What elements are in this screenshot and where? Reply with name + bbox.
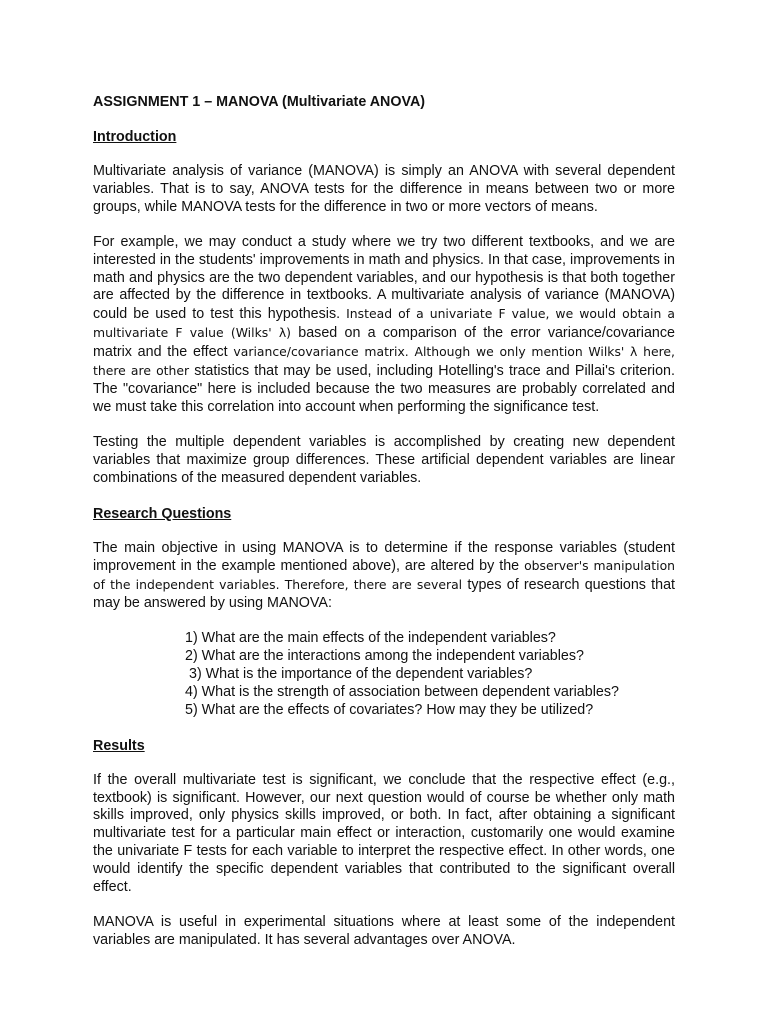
results-paragraph-1: If the overall multivariate test is significant, we conclude that the respective effect (e.g., textbook) is significant. However, our next question would of course be whether only math skills improved, only physics skills improved, or both. In fact, after obtaining a significant multivariate test for a particular main effect or interaction, customarily one would examine the univariate F tests for each variable to interpret the respective effect. In other words, one would identify the specific dependent variables that contributed to the significant overall effect. xyxy=(93,771,675,896)
intro-p2-part-a: For example, we may conduct a study where we try two different textbooks, and we are interested in the students' improvements in math and physics. In that case, improvements in math and physics are the two dependent variables, and our hypothesis is that both together are affected by the difference in textbooks. A multivariate analysis of variance (MANOVA) could be used to test this hypothesis. xyxy=(93,233,675,323)
results-paragraph-2: MANOVA is useful in experimental situations where at least some of the independent variables are manipulated. It has several advantages over ANOVA. xyxy=(93,914,675,948)
research-p-part-b: observer's manipulation of the independent variables. Therefore, there are several xyxy=(93,558,675,593)
intro-p2-part-c: based on a comparison of the error variance/covariance matrix and the effect xyxy=(93,325,675,361)
research-p-part-a: The main objective in using MANOVA is to determine if the response variables (student improvement in the example mentioned above), are altered by the xyxy=(93,539,675,575)
intro-p2-part-e: statistics that may be used, including Hotelling's trace and Pillai's criterion. The "covariance" here is included because the two measures are probably correlated and we must take this correlation into account when performing the significance test. xyxy=(93,363,675,415)
intro-paragraph-3: Testing the multiple dependent variables is accomplished by creating new dependent variables that maximize group differences. These artificial dependent variables are linear combinations of the measured dependent variables. xyxy=(93,433,675,486)
list-item: 1) What are the main effects of the independent variables? xyxy=(185,630,556,647)
results-heading: Results xyxy=(93,737,145,754)
intro-paragraph-2 xyxy=(93,234,675,417)
research-questions-heading: Research Questions xyxy=(93,505,232,522)
list-item: 3) What is the importance of the dependent variables? xyxy=(189,665,533,682)
list-item: 4) What is the strength of association between dependent variables? xyxy=(185,683,619,700)
list-item: 5) What are the effects of covariates? How may they be utilized? xyxy=(185,701,594,718)
research-question-list xyxy=(93,630,675,720)
introduction-heading: Introduction xyxy=(93,129,177,145)
intro-paragraph-1: Multivariate analysis of variance (MANOVA) is simply an ANOVA with several dependent variables. That is to say, ANOVA tests for the difference in means between two or more groups, while MANOVA tests for the difference in two or more vectors of means. xyxy=(93,163,675,215)
research-p-part-c: types of research questions that may be answered by using MANOVA: xyxy=(93,577,675,612)
intro-p2-part-d: variance/covariance matrix. Although we only mention Wilks' λ here, there are other xyxy=(93,344,675,379)
intro-p2-part-b: Instead of a univariate F value, we would obtain a multivariate F value (Wilks' λ) xyxy=(93,306,675,341)
list-item: 2) What are the interactions among the independent variables? xyxy=(185,648,584,665)
research-paragraph xyxy=(93,540,675,614)
document-title: ASSIGNMENT 1 – MANOVA (Multivariate ANOVA) xyxy=(93,94,426,110)
